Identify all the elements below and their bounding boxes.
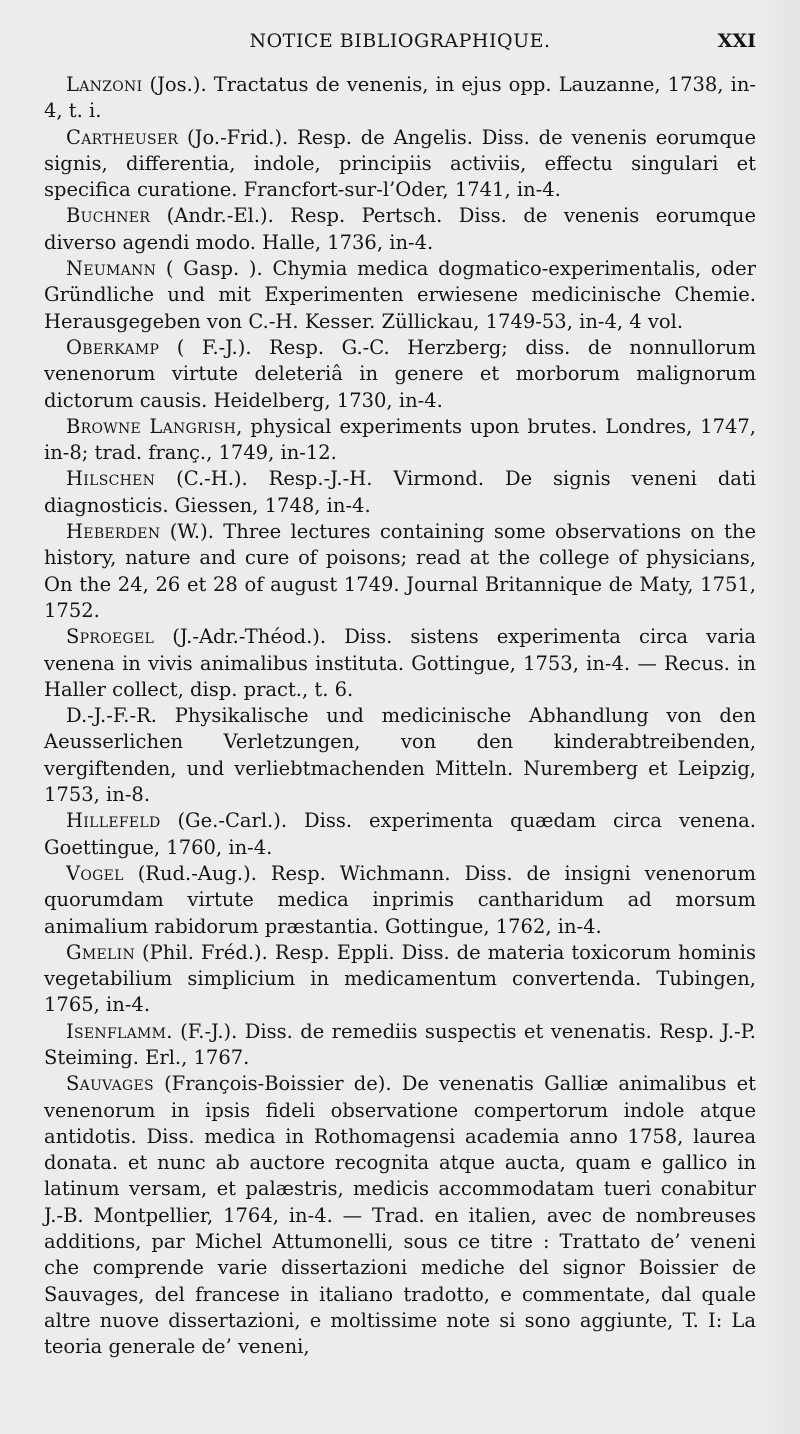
bibliography-list xyxy=(44,72,756,1361)
bibliography-entry xyxy=(44,335,756,414)
bibliography-entry xyxy=(44,519,756,624)
entry-text: (Ge.-Carl.). Diss. experimenta quædam circa venena. Goettingue, 1760, in-4. xyxy=(44,809,756,859)
entry-text: (Andr.-El.). Resp. Pertsch. Diss. de venenis eorumque diverso agendi modo. Halle, 1736, in-4. xyxy=(44,204,756,254)
bibliography-entry xyxy=(44,72,756,125)
bibliography-entry xyxy=(44,466,756,519)
bibliography-entry xyxy=(44,1071,756,1360)
bibliography-entry xyxy=(44,940,756,1019)
entry-text: (Phil. Fréd.). Resp. Eppli. Diss. de materia toxicorum hominis vegetabilium simplicium in medicamentum convertenda. Tubingen, 1765, in-4. xyxy=(44,940,756,1017)
entry-author: Cartheuser xyxy=(66,125,179,149)
bibliography-entry xyxy=(44,861,756,940)
running-header xyxy=(44,30,756,60)
entry-author: Oberkamp xyxy=(66,335,160,359)
entry-text: (Jos.). Tractatus de venenis, in ejus opp. Lauzanne, 1738, in-4, t. i. xyxy=(44,73,756,123)
entry-author: Isenflamm. xyxy=(66,1019,173,1043)
entry-author: Neumann xyxy=(66,257,157,281)
bibliography-entry xyxy=(44,808,756,861)
entry-author: Buchner xyxy=(66,204,151,228)
bibliography-entry xyxy=(44,125,756,204)
entry-author: Heberden xyxy=(66,520,161,544)
entry-text: (C.-H.). Resp.-J.-H. Virmond. De signis veneni dati diagnosticis. Giessen, 1748, in-4. xyxy=(44,467,756,517)
running-title: NOTICE BIBLIOGRAPHIQUE. xyxy=(249,30,551,52)
bibliography-entry xyxy=(44,624,756,703)
entry-text: (J.-Adr.-Théod.). Diss. sistens experimenta circa varia venena in vivis animalibus instituta. Gottingue, 1753, in-4. — Recus. in Haller collect, disp. pract., t. 6. xyxy=(44,625,756,701)
page-edge-shadow xyxy=(760,0,800,1434)
entry-author: Hilschen xyxy=(66,467,156,491)
entry-author: Vogel xyxy=(66,861,124,885)
entry-text: ( Gasp. ). Chymia medica dogmatico-experimentalis, oder Gründliche und mit Experimenten erwiesene medicinische Chemie. Herausgegeben von C.-H. Kesser. Züllickau, 1749-53, in-4, 4 vol. xyxy=(44,257,756,333)
bibliography-entry xyxy=(44,703,756,808)
entry-text: (W.). Three lectures containing some observations on the history, nature and cure of poisons; read at the college of physicians, On the 24, 26 et 28 of august 1749. Journal Britannique de Maty, 1751, 1752. xyxy=(44,520,756,622)
bibliography-entry xyxy=(44,1019,756,1072)
entry-text: ( F.-J.). Resp. G.-C. Herzberg; diss. de nonnullorum venenorum virtute deleteriâ in genere et morborum malignorum dictorum causis. Heidelberg, 1730, in-4. xyxy=(44,335,756,412)
entry-text: (Rud.-Aug.). Resp. Wichmann. Diss. de insigni venenorum quorumdam virtute medica inprimis cantharidum ad morsum animalium rabidorum præstantia. Gottingue, 1762, in-4. xyxy=(44,861,756,938)
entry-text: D.-J.-F.-R. Physikalische und medicinische Abhandlung von den Aeusserlichen Verletzungen, von den kinderabtreibenden, vergiftenden, und verliebtmachenden Mitteln. Nuremberg et Leipzig, 1753, in-8. xyxy=(44,704,756,807)
entry-text: , physical experiments upon brutes. Londres, 1747, in-8; trad. franç., 1749, in-12. xyxy=(44,414,756,465)
entry-author: Hillefeld xyxy=(66,809,161,833)
entry-author: Browne Langrish xyxy=(66,414,237,438)
page-number: XXI xyxy=(717,30,756,52)
entry-text: (Jo.-Frid.). Resp. de Angelis. Diss. de venenis eorumque signis, differentia, indole, principiis activiis, effectu singulari et specifica curatione. Francfort-sur-l’Oder, 1741, in-4. xyxy=(44,125,756,202)
entry-text: (François-Boissier de). De venenatis Galliæ animalibus et venenorum in ipsis fideli observatione compertorum indole atque antidotis. Diss. medica in Rothomagensi academia anno 1758, laurea donata. et nunc ab auctore recognita atque aucta, quam e gallico in latinum versam, et palæstris, medicis accommodatam tueri conabitur J.-B. Montpellier, 1764, in-4. — Trad. en italien, avec de nombreuses additions, par Michel Attumonelli, sous ce titre : Trattato de’ veneni che comprende varie dissertazioni mediche del signor Boissier de Sauvages, del francese in italiano tradotto, e commentate, dal quale altre nuove dissertazioni, e moltissime note si sono aggiunte, T. I: La teoria generale de’ veneni, xyxy=(44,1072,756,1359)
entry-text: (F.-J.). Diss. de remediis suspectis et venenatis. Resp. J.-P. Steiming. Erl., 1767. xyxy=(44,1019,756,1069)
bibliography-entry xyxy=(44,203,756,256)
bibliography-entry xyxy=(44,414,756,467)
entry-author: Lanzoni xyxy=(66,73,143,96)
entry-author: Sauvages xyxy=(66,1072,154,1096)
entry-author: Gmelin xyxy=(66,940,136,964)
bibliography-entry xyxy=(44,256,756,335)
entry-author: Sproegel xyxy=(66,625,155,649)
